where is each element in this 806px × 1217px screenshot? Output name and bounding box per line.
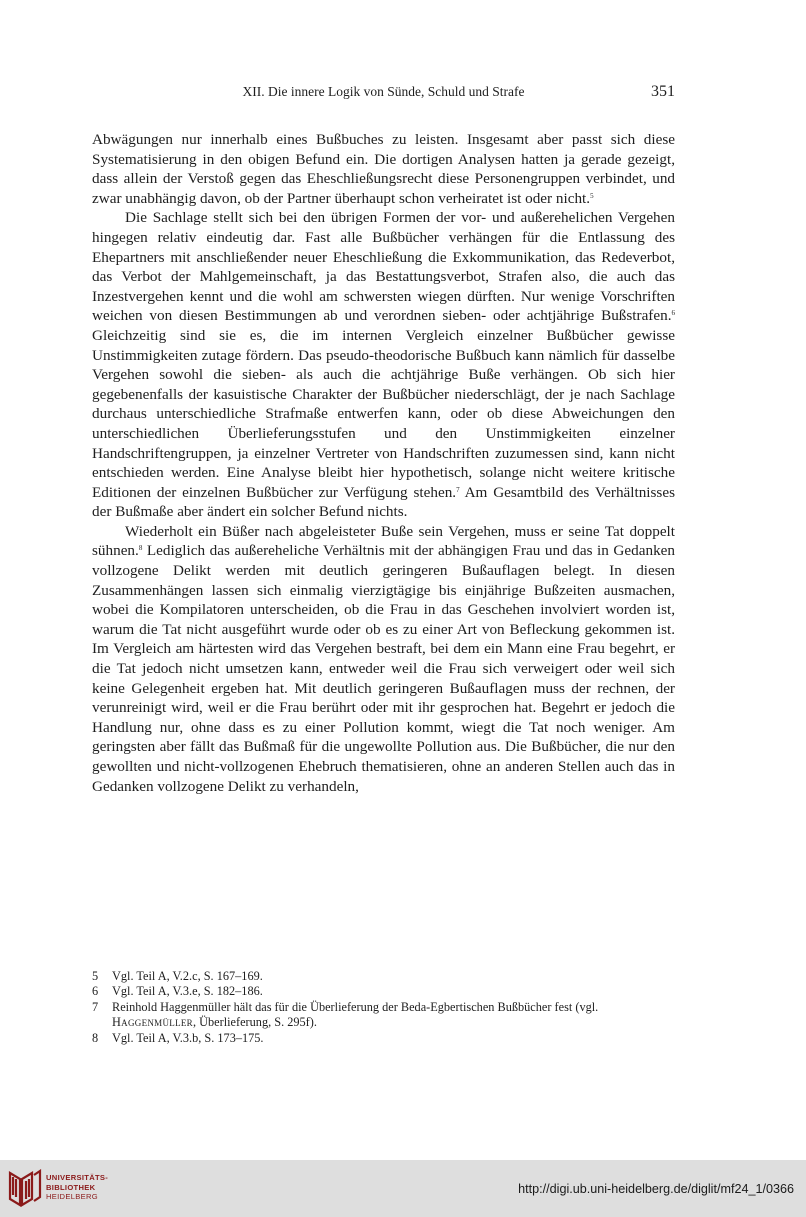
footnote-ref-5[interactable]: 5 [590, 191, 594, 200]
footnote-8 [92, 1031, 675, 1046]
footnote-text-part-a: Reinhold Haggenmüller hält das für die Überlieferung der Beda-Egbertischen Bußbücher fest (vgl. [112, 999, 599, 1014]
paragraph-3 [92, 522, 675, 796]
footnotes [92, 969, 675, 1046]
library-name-line-1: UNIVERSITÄTS- [46, 1173, 109, 1182]
footnote-ref-8[interactable]: 8 [138, 544, 143, 553]
footnote-ref-6[interactable]: 6 [671, 309, 675, 318]
footnote-ref-7[interactable]: 7 [456, 485, 460, 494]
viewer-footer [0, 1160, 806, 1217]
paragraph-2-text-a: Die Sachlage stellt sich bei den übrigen Formen der vor- und außerehelichen Vergehen hingegen relativ eindeutig dar. Fast alle Bußbücher verhängen für die Entlassung des Ehepartners mit anschließender neuer Eheschließung die Exkommunikation, das Redeverbot, das Verbot der Mahlgemeinschaft, ja das Bestattungsverbot, Strafen also, die auch das Inzestvergehen kennt und die wohl am schwersten wiegen dürften. Nur wenige Vorschriften weichen von diesen Bestimmungen ab und verordnen sieben- oder achtjährige Bußstrafen. [92, 209, 675, 325]
library-name-line-3: HEIDELBERG [46, 1192, 98, 1202]
paragraph-1-text: Abwägungen nur innerhalb eines Bußbuches zu leisten. Insgesamt aber passt sich diese Systematisierung in den obigen Befund ein. Die dortigen Analysen hatten ja gerade gezeigt, dass allein der Verstoß gegen das Eheschließungsrecht diese Personengruppen verbindet, und zwar unabhängig davon, ob der Partner überhaupt schon verheiratet ist oder nicht. [92, 131, 675, 207]
university-library-logo-icon[interactable] [8, 1169, 42, 1207]
body-text [92, 130, 675, 796]
page-number: 351 [651, 83, 675, 100]
footnote-text: Vgl. Teil A, V.3.e, S. 182–186. [112, 984, 263, 999]
paragraph-3-text-a: Wiederholt ein Büßer nach abgeleisteter Buße sein Vergehen, muss er seine Tat doppelt sühnen. [92, 522, 675, 560]
running-title: XII. Die innere Logik von Sünde, Schuld und Strafe [242, 84, 525, 99]
paragraph-3-text-b: Lediglich das außereheliche Verhältnis mit der abhängigen Frau und das in Gedanken vollzogene Delikt werden mit deutlich geringeren Bußauflagen belegt. In diesen Zusammenhängen lassen sich einmalig vierzigtägige bis einjährige Bußzeiten ausmachen, wobei die Kompilatoren unterscheiden, ob die Frau in das Geschehen involviert worden ist, warum die Tat nicht ausgeführt wurde oder ob es zu einer Art von Befleckung gekommen ist. Im Vergleich am härtesten wird das Vergehen bestraft, bei dem ein Mann eine Frau begehrt, er die Tat jedoch nicht umsetzen kann, entweder weil die Frau sich verweigert oder weil sich keine Gelegenheit ergeben hat. Mit deutlich geringeren Bußauflagen muss der rechnen, der verunreinigt wird, weil er die Frau berührt oder mit ihr gesprochen hat. Begehrt er jedoch die Handlung nur, ohne dass es zu einer Pollution kommt, wiegt die Tat noch weniger. Am geringsten aber fällt das Bußmaß für die ungewollte Pollution aus. Die Bußbücher, die nur den gewollten und nicht-vollzogenen Ehebruch thematisieren, ohne an anderen Stellen auch das in Gedanken vollzogene Delikt zu verhandeln, [92, 542, 675, 795]
library-name-line-2: BIBLIOTHEK [46, 1182, 96, 1192]
footnote-number: 8 [92, 1030, 99, 1045]
footnote-number: 7 [92, 999, 99, 1014]
running-head [92, 84, 675, 104]
footnote-number: 5 [92, 969, 99, 983]
footnote-number: 6 [92, 984, 99, 999]
footnote-7 [92, 1000, 675, 1031]
paragraph-2 [92, 208, 675, 522]
author-name: Haggenmüller [112, 1015, 193, 1030]
paragraph-2-text-b: Gleichzeitig sind sie es, die im internen Vergleich einzelner Bußbücher gewisse Unstimmigkeiten zutage fördern. Das pseudo-theodorische Bußbuch kann nämlich für dasselbe Vergehen sowohl die sieben- als auch die achtjährige Buße verhängen. Ob sich hier gegebenenfalls der kasuistische Charakter der Bußbücher niederschlägt, der je nach Sachlage durchaus unterschiedliche Strafmaße entwerfen kann, oder ob diese Abweichungen den unterschiedlichen Überlieferungsstufen und den Unstimmigkeiten einzelner Handschriftengruppen, ja einzelner Vertreter von Handschriften zuzumessen sind, kann nicht entschieden werden. Eine Analyse bleibt hier hypothetisch, solange nicht weitere kritische Editionen der einzelnen Bußbücher zur Verfügung stehen. [92, 326, 675, 501]
footnote-text: Vgl. Teil A, V.2.c, S. 167–169. [112, 969, 263, 983]
library-name [46, 1173, 108, 1202]
footnote-text-part-b: , Überlieferung, S. 295f). [192, 1015, 317, 1030]
footnote-text [112, 1000, 675, 1031]
permalink-url[interactable]: http://digi.ub.uni-heidelberg.de/diglit/mf24_1/0366 [518, 1182, 794, 1196]
paragraph-2-text-c: Am Gesamtbild des Verhältnisses der Bußmaße aber ändert ein solcher Befund nichts. [92, 483, 675, 521]
footnote-6 [92, 984, 675, 999]
footnote-5 [92, 969, 675, 984]
paragraph-1 [92, 130, 675, 208]
footnote-text: Vgl. Teil A, V.3.b, S. 173–175. [112, 1030, 264, 1045]
